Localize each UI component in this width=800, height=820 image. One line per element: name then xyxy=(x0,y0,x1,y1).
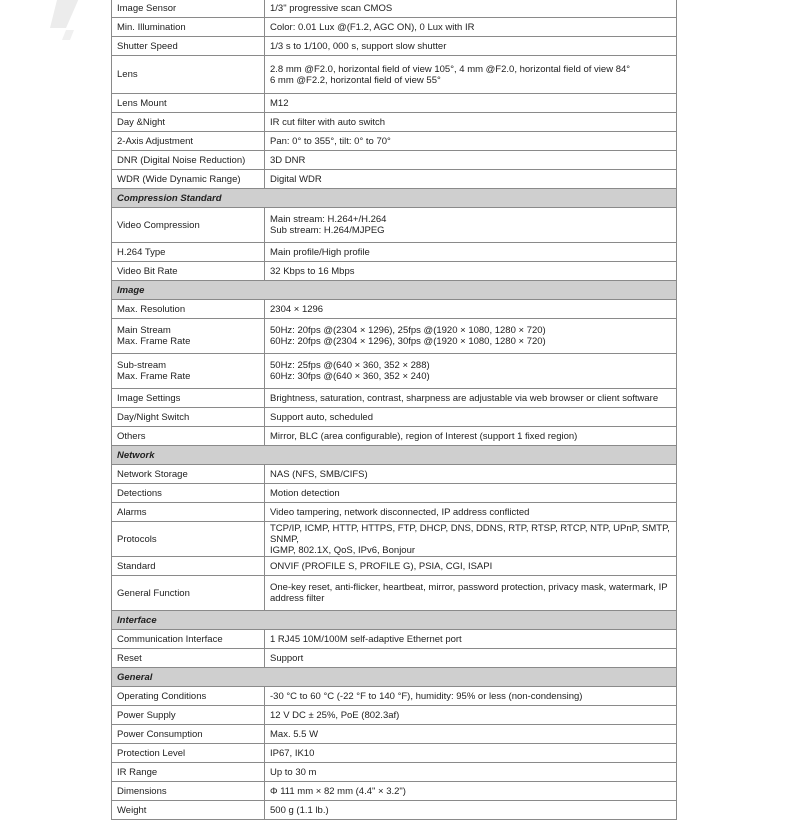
spec-value: 50Hz: 25fps @(640 × 360, 352 × 288) 60Hz: 30fps @(640 × 360, 352 × 240) xyxy=(265,354,677,389)
spec-label: Alarms xyxy=(112,503,265,522)
section-title: Interface xyxy=(112,611,677,630)
spec-label: Dimensions xyxy=(112,782,265,801)
spec-value: 1 RJ45 10M/100M self-adaptive Ethernet port xyxy=(265,630,677,649)
spec-label: Detections xyxy=(112,484,265,503)
section-header xyxy=(112,189,677,208)
spec-value: Φ 111 mm × 82 mm (4.4" × 3.2") xyxy=(265,782,677,801)
spec-row xyxy=(112,151,677,170)
spec-value: One-key reset, anti-flicker, heartbeat, mirror, password protection, privacy mask, watermark, IP address filter xyxy=(265,576,677,611)
spec-row xyxy=(112,649,677,668)
spec-value: Video tampering, network disconnected, IP address conflicted xyxy=(265,503,677,522)
spec-row xyxy=(112,744,677,763)
spec-row xyxy=(112,208,677,243)
spec-value: Up to 30 m xyxy=(265,763,677,782)
spec-value: 1/3 s to 1/100, 000 s, support slow shutter xyxy=(265,37,677,56)
spec-row xyxy=(112,319,677,354)
spec-row xyxy=(112,484,677,503)
spec-label: Protocols xyxy=(112,522,265,557)
spec-value: NAS (NFS, SMB/CIFS) xyxy=(265,465,677,484)
spec-value: 2304 × 1296 xyxy=(265,300,677,319)
spec-row xyxy=(112,576,677,611)
spec-value: ONVIF (PROFILE S, PROFILE G), PSIA, CGI, ISAPI xyxy=(265,557,677,576)
section-title: General xyxy=(112,668,677,687)
spec-label: Communication Interface xyxy=(112,630,265,649)
spec-row xyxy=(112,557,677,576)
spec-row xyxy=(112,0,677,18)
spec-label: Video Bit Rate xyxy=(112,262,265,281)
spec-row xyxy=(112,56,677,94)
spec-label: Power Supply xyxy=(112,706,265,725)
spec-label: Day &Night xyxy=(112,113,265,132)
spec-value: Mirror, BLC (area configurable), region of Interest (support 1 fixed region) xyxy=(265,427,677,446)
spec-row xyxy=(112,522,677,557)
spec-row xyxy=(112,94,677,113)
spec-value: Motion detection xyxy=(265,484,677,503)
spec-label: WDR (Wide Dynamic Range) xyxy=(112,170,265,189)
section-header xyxy=(112,611,677,630)
spec-value: IR cut filter with auto switch xyxy=(265,113,677,132)
spec-value: Max. 5.5 W xyxy=(265,725,677,744)
spec-label: Lens xyxy=(112,56,265,94)
spec-row xyxy=(112,170,677,189)
spec-value: Main profile/High profile xyxy=(265,243,677,262)
spec-value: Brightness, saturation, contrast, sharpness are adjustable via web browser or client software xyxy=(265,389,677,408)
spec-label: Min. Illumination xyxy=(112,18,265,37)
spec-row xyxy=(112,687,677,706)
spec-label: Image Sensor xyxy=(112,0,265,18)
spec-label: IR Range xyxy=(112,763,265,782)
spec-value: Pan: 0° to 355°, tilt: 0° to 70° xyxy=(265,132,677,151)
spec-row xyxy=(112,465,677,484)
spec-label: Weight xyxy=(112,801,265,820)
spec-value: Color: 0.01 Lux @(F1.2, AGC ON), 0 Lux with IR xyxy=(265,18,677,37)
spec-row xyxy=(112,427,677,446)
spec-label: Lens Mount xyxy=(112,94,265,113)
spec-value: Digital WDR xyxy=(265,170,677,189)
spec-label: Others xyxy=(112,427,265,446)
section-title: Compression Standard xyxy=(112,189,677,208)
spec-label: Standard xyxy=(112,557,265,576)
spec-value: 1/3" progressive scan CMOS xyxy=(265,0,677,18)
spec-value: Support auto, scheduled xyxy=(265,408,677,427)
section-title: Network xyxy=(112,446,677,465)
spec-label: Image Settings xyxy=(112,389,265,408)
spec-value: Support xyxy=(265,649,677,668)
spec-row xyxy=(112,243,677,262)
spec-row xyxy=(112,389,677,408)
spec-row xyxy=(112,801,677,820)
section-header xyxy=(112,446,677,465)
spec-value: Main stream: H.264+/H.264 Sub stream: H.264/MJPEG xyxy=(265,208,677,243)
spec-label: Max. Resolution xyxy=(112,300,265,319)
spec-label: H.264 Type xyxy=(112,243,265,262)
spec-label: 2-Axis Adjustment xyxy=(112,132,265,151)
spec-value: 3D DNR xyxy=(265,151,677,170)
spec-label: Video Compression xyxy=(112,208,265,243)
spec-row xyxy=(112,262,677,281)
spec-label: Main Stream Max. Frame Rate xyxy=(112,319,265,354)
spec-row xyxy=(112,503,677,522)
section-header xyxy=(112,281,677,300)
spec-label: Day/Night Switch xyxy=(112,408,265,427)
spec-value: 12 V DC ± 25%, PoE (802.3af) xyxy=(265,706,677,725)
spec-row xyxy=(112,18,677,37)
spec-row xyxy=(112,763,677,782)
spec-value: TCP/IP, ICMP, HTTP, HTTPS, FTP, DHCP, DNS, DDNS, RTP, RTSP, RTCP, NTP, UPnP, SMTP, SNMP, IGMP, 802.1X, QoS, IPv6, Bonjour xyxy=(265,522,677,557)
spec-value: IP67, IK10 xyxy=(265,744,677,763)
spec-row xyxy=(112,706,677,725)
spec-row xyxy=(112,630,677,649)
spec-label: Shutter Speed xyxy=(112,37,265,56)
spec-label: Operating Conditions xyxy=(112,687,265,706)
spec-value: 500 g (1.1 lb.) xyxy=(265,801,677,820)
spec-label: Network Storage xyxy=(112,465,265,484)
spec-value: 32 Kbps to 16 Mbps xyxy=(265,262,677,281)
spec-value: 2.8 mm @F2.0, horizontal field of view 105°, 4 mm @F2.0, horizontal field of view 84° 6 mm @F2.2, horizontal field of view 55° xyxy=(265,56,677,94)
spec-label: Sub-stream Max. Frame Rate xyxy=(112,354,265,389)
spec-value: 50Hz: 20fps @(2304 × 1296), 25fps @(1920 × 1080, 1280 × 720) 60Hz: 20fps @(2304 × 1296), 30fps @(1920 × 1080, 1280 × 720) xyxy=(265,319,677,354)
spec-row xyxy=(112,725,677,744)
logo-watermark xyxy=(0,0,108,60)
spec-label: Protection Level xyxy=(112,744,265,763)
spec-row xyxy=(112,300,677,319)
spec-row xyxy=(112,132,677,151)
spec-label: Power Consumption xyxy=(112,725,265,744)
spec-row xyxy=(112,113,677,132)
spec-row xyxy=(112,354,677,389)
spec-row xyxy=(112,408,677,427)
spec-row xyxy=(112,782,677,801)
spec-label: DNR (Digital Noise Reduction) xyxy=(112,151,265,170)
spec-label: Reset xyxy=(112,649,265,668)
spec-table xyxy=(111,0,677,820)
spec-label: General Function xyxy=(112,576,265,611)
section-header xyxy=(112,668,677,687)
spec-value: M12 xyxy=(265,94,677,113)
spec-value: -30 °C to 60 °C (-22 °F to 140 °F), humidity: 95% or less (non-condensing) xyxy=(265,687,677,706)
section-title: Image xyxy=(112,281,677,300)
spec-row xyxy=(112,37,677,56)
